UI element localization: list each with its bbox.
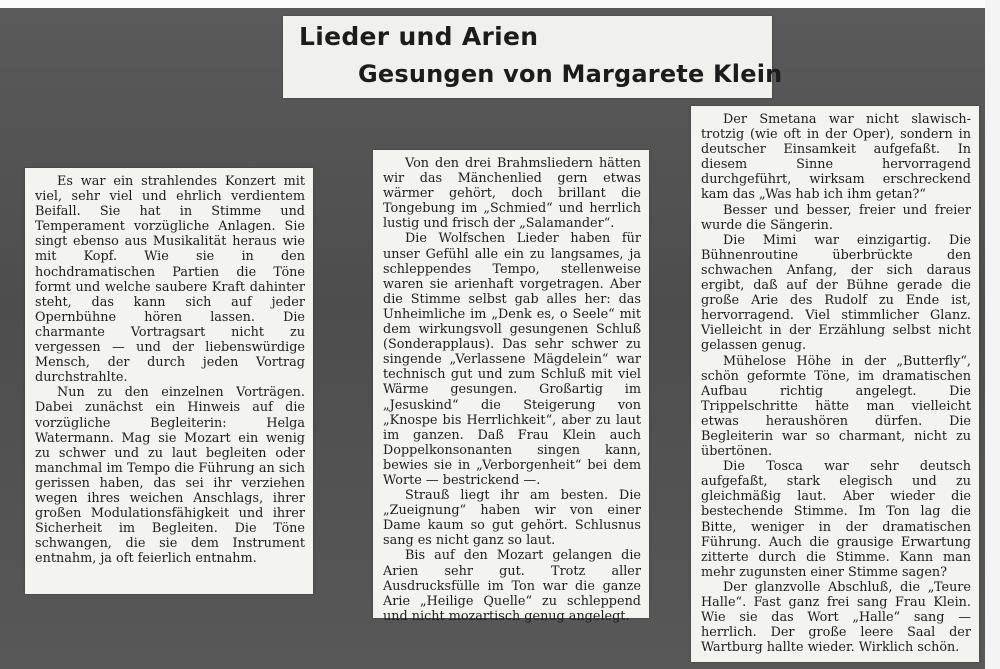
paragraph: Strauß liegt ihr am besten. Die „Zueignung“ haben wir von einer Dame kaum so gut gehört. Schlusnus sang es nicht ganz so laut.	[383, 488, 641, 549]
headline-line-2: Gesungen von Margarete Klein	[358, 60, 783, 88]
paragraph: Mühelose Höhe in der „Butterfly“, schön geformte Töne, im dramatischen Aufbau richtig angelegt. Die Trippelschritte hätte man vielleicht etwas heraushören dürfen. Die Begleiterin war so charmant, nicht zu übertönen.	[701, 353, 971, 460]
article-column-2	[373, 150, 649, 624]
paragraph: Der Smetana war nicht slawisch-trotzig (wie oft in der Oper), sondern in deutscher Einsamkeit aufgefaßt. In diesem Sinne hervorragend durchgeführt, wirksam erschreckend kam das „Was hab ich ihm getan?“	[701, 112, 971, 203]
paragraph: Es war ein strahlendes Konzert mit viel, sehr viel und ehrlich verdientem Beifall. Sie hat in Stimme und Temperament vorzügliche Anlagen. Sie singt ebenso aus Musikalität heraus wie mit Kopf. Wie sie in den hochdramatischen Partien die Töne formt und welche saubere Kraft dahinter steht, das kann sich auf jeder Opernbühne hören lassen. Die charmante Vortragsart nicht zu vergessen — und der liebenswürdige Mensch, der durch jeden Vortrag durchstrahlte.	[35, 174, 305, 386]
headline-clipping	[283, 16, 783, 98]
paragraph: Die Tosca war sehr deutsch aufgefaßt, stark elegisch und zu gleichmäßig laut. Aber wieder die bestechende Stimme. Im Ton lag die Bitte, weniger in der dramatischen Führung. Auch die grausige Erwartung zitterte durch die Stimme. Kann man mehr zugunsten einer Stimme sagen?	[701, 459, 971, 580]
paragraph: Der glanzvolle Abschluß, die „Teure Halle“. Fast ganz frei sang Frau Klein. Wie sie das Wort „Halle“ sang — herrlich. Der große leere Saal der Wartburg hallte wieder. Wirklich schön.	[701, 579, 971, 656]
paragraph: Besser und besser, freier und freier wurde die Sängerin.	[701, 202, 971, 233]
paragraph: Von den drei Brahmsliedern hätten wir das Mänchenlied gern etwas wärmer gehört, doch brillant die Tongebung im „Schmied“ und herrlich lustig und frisch der „Salamander“.	[383, 156, 641, 232]
paragraph: Bis auf den Mozart gelangen die Arien sehr gut. Trotz aller Ausdrucksfülle im Ton war die ganze Arie „Heilige Quelle“ zu schleppend und nicht mozartisch genug angelegt.	[383, 548, 641, 624]
article-column-3	[691, 106, 979, 662]
paragraph: Nun zu den einzelnen Vorträgen. Dabei zunächst ein Hinweis auf die vorzügliche Begleiterin: Helga Watermann. Mag sie Mozart ein wenig zu schwer und zu laut begleiten oder manchmal im Tempo die Führung an sich gerissen haben, das sei ihr verziehen wegen ihres weichen Anschlags, ihrer großen Modulationsfähigkeit und ihrer Sicherheit im Begleiten. Die Töne schwangen, die sie dem Instrument entnahm, ja oft feierlich entnahm.	[35, 385, 305, 567]
paragraph: Die Wolfschen Lieder haben für unser Gefühl alle ein zu langsames, ja schleppendes Tempo, stellenweise waren sie arienhaft vorgetragen. Aber die Stimme selbst gab alles her: das Unheimliche im „Denk es, o Seele“ mit dem wirkungsvoll gesungenen Schluß (Sonderapplaus). Das sehr schwer zu singende „Verlassene Mägdelein“ war technisch gut und zum Schluß mit viel Wärme gesungen. Großartig im „Jesuskind“ die Steigerung von „Knospe bis Herrlichkeit“, aber zu laut im ganzen. Daß Frau Klein auch Doppelkonsonanten singen kann, bewies sie in „Verborgenheit“ bei dem Worte — bestrickend —.	[383, 231, 641, 488]
paragraph: Die Mimi war einzigartig. Die Bühnenroutine überbrückte den schwachen Anfang, der sich daraus ergibt, daß auf der Bühne gerade die große Arie des Rudolf zu Ende ist, hervorragend. Viel stimmlicher Glanz. Vielleicht in der Erzählung selbst nicht gelassen genug.	[701, 232, 971, 354]
headline-line-1: Lieder und Arien	[299, 22, 539, 51]
article-column-1	[25, 168, 313, 594]
page-edge	[985, 0, 1000, 669]
